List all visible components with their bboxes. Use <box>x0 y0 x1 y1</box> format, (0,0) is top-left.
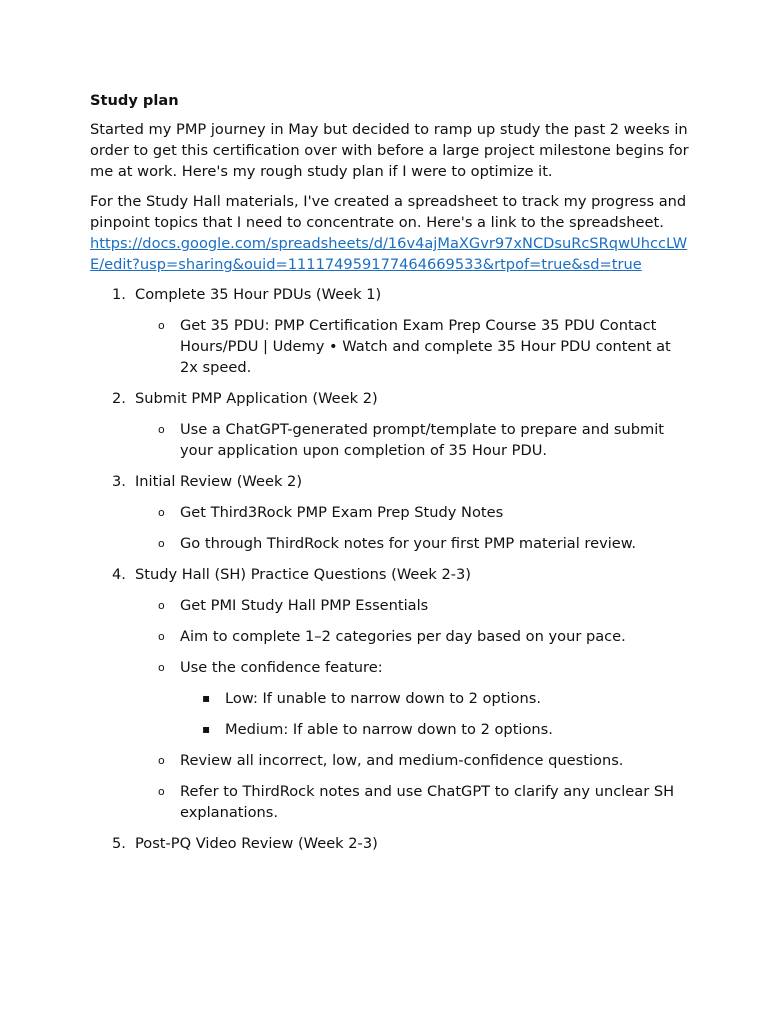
list-item: ▪ Medium: If able to narrow down to 2 options. <box>202 721 553 738</box>
list-item: o Get 35 PDU: PMP Certification Exam Prep Course 35 PDU Contact Hours/PDU | Udemy • Watch and complete 35 Hour PDU content at 2x speed. <box>158 317 671 376</box>
spreadsheet-link[interactable]: https://docs.google.com/spreadsheets/d/16v4ajMaXGvr97xNCDsuRcSRqwUhccLWE/edit?usp=sharing&ouid=111174959177464669533&rtpof=true&sd=true <box>90 235 688 273</box>
spreadsheet-paragraph <box>90 191 690 275</box>
step-3 <box>90 471 690 554</box>
circle-bullet-icon: o <box>158 630 165 643</box>
confidence-levels-list <box>90 688 690 740</box>
list-item: o Refer to ThirdRock notes and use ChatGPT to clarify any unclear SH explanations. <box>158 783 675 821</box>
list-item: o Get PMI Study Hall PMP Essentials <box>158 597 429 614</box>
step-label: Complete 35 Hour PDUs (Week 1) <box>135 286 382 303</box>
document-body <box>90 90 690 864</box>
step-label: Post-PQ Video Review (Week 2-3) <box>135 835 378 852</box>
document-title: Study plan <box>90 92 179 109</box>
step-2 <box>90 388 690 461</box>
step-label: Initial Review (Week 2) <box>135 473 303 490</box>
list-item: o Use the confidence feature: <box>158 659 383 676</box>
step-number: 2. <box>112 390 126 407</box>
circle-bullet-icon: o <box>158 754 165 767</box>
step-4 <box>90 564 690 823</box>
circle-bullet-icon: o <box>158 506 165 519</box>
list-item: ▪ Low: If unable to narrow down to 2 options. <box>202 690 541 707</box>
step-number: 1. <box>112 286 126 303</box>
step-5 <box>90 833 690 854</box>
study-steps-list <box>90 284 690 854</box>
circle-bullet-icon: o <box>158 785 165 798</box>
list-item: o Use a ChatGPT-generated prompt/template to prepare and submit your application upon completion of 35 Hour PDU. <box>158 421 664 459</box>
step-label: Submit PMP Application (Week 2) <box>135 390 378 407</box>
list-item: o Get Third3Rock PMP Exam Prep Study Notes <box>158 504 504 521</box>
spreadsheet-text: For the Study Hall materials, I've created a spreadsheet to track my progress and pinpoint topics that I need to concentrate on. Here's a link to the spreadsheet. <box>90 193 687 231</box>
square-bullet-icon: ▪ <box>202 722 211 736</box>
list-item: o Aim to complete 1–2 categories per day based on your pace. <box>158 628 626 645</box>
list-item: o Review all incorrect, low, and medium-confidence questions. <box>158 752 624 769</box>
circle-bullet-icon: o <box>158 599 165 612</box>
circle-bullet-icon: o <box>158 537 165 550</box>
step-1 <box>90 284 690 378</box>
circle-bullet-icon: o <box>158 661 165 674</box>
circle-bullet-icon: o <box>158 319 165 332</box>
circle-bullet-icon: o <box>158 423 165 436</box>
step-number: 5. <box>112 835 126 852</box>
step-label: Study Hall (SH) Practice Questions (Week 2-3) <box>135 566 471 583</box>
step-number: 4. <box>112 566 126 583</box>
intro-paragraph: Started my PMP journey in May but decided to ramp up study the past 2 weeks in order to get this certification over with before a large project milestone begins for me at work. Here's my rough study plan if I were to optimize it. <box>90 121 689 180</box>
list-item: o Go through ThirdRock notes for your first PMP material review. <box>158 535 636 552</box>
step-number: 3. <box>112 473 126 490</box>
square-bullet-icon: ▪ <box>202 691 211 705</box>
